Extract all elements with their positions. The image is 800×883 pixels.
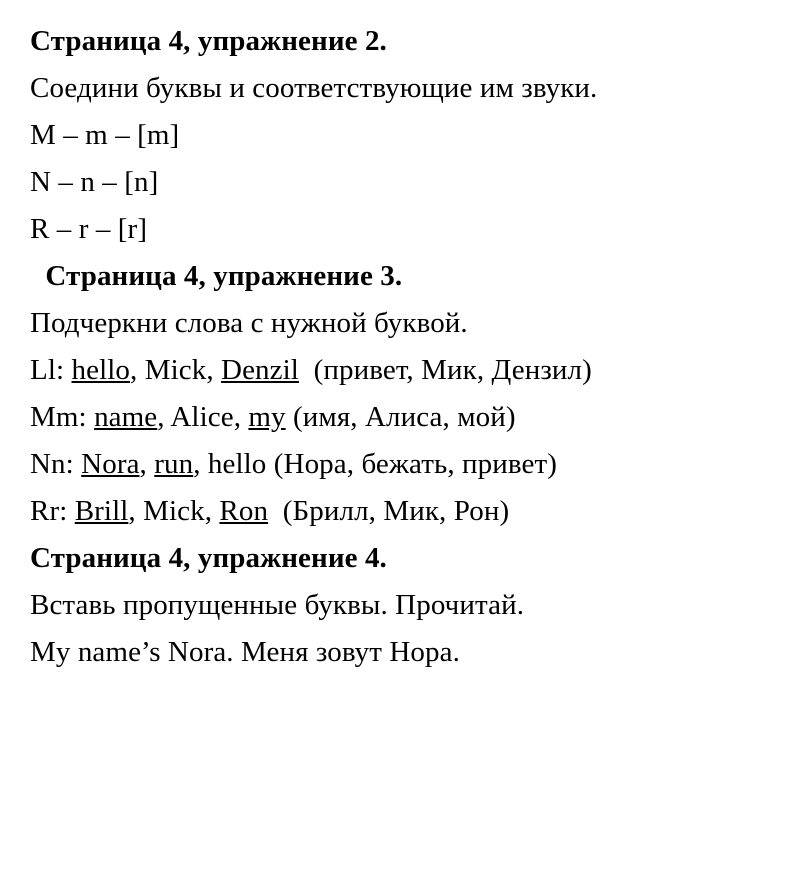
word-ron-underlined: Ron — [219, 495, 269, 527]
translation-mm: (имя, Алиса, мой) — [285, 401, 516, 433]
exercise-3-block — [30, 253, 776, 535]
exercise-3-heading: Страница 4, упражнение 3. — [38, 260, 403, 292]
separator: , — [157, 401, 171, 433]
exercise-3-item-3 — [30, 441, 776, 488]
word-mick: Mick — [143, 495, 205, 527]
word-name-underlined: name — [94, 401, 158, 433]
exercise-2-line-2: N – n – [n] — [30, 166, 159, 198]
exercise-2-instruction: Соедини буквы и соответствующие им звуки. — [30, 72, 598, 104]
word-alice: Alice — [170, 401, 234, 433]
exercise-2-line-1: M – m – [m] — [30, 119, 180, 151]
letter-label-mm: Mm: — [30, 401, 87, 433]
letter-label-nn: Nn: — [30, 448, 74, 480]
word-brill-underlined: Brill — [74, 495, 129, 527]
word-denzil-underlined: Denzil — [221, 354, 299, 386]
exercise-4-line-1: My name’s Nora. Меня зовут Нора. — [30, 636, 460, 668]
word-nora-underlined: Nora — [81, 448, 140, 480]
exercise-4-block — [30, 535, 776, 676]
word-hello-underlined: hello — [71, 354, 130, 386]
separator: , — [128, 495, 144, 527]
translation-nn: (Нора, бежать, привет) — [266, 448, 558, 480]
exercise-4-heading: Страница 4, упражнение 4. — [30, 542, 387, 574]
exercise-3-item-4 — [30, 488, 776, 535]
letter-label-ll: Ll: — [30, 354, 65, 386]
exercise-3-item-1 — [30, 347, 776, 394]
word-mick: Mick — [144, 354, 207, 386]
word-my-underlined: my — [248, 401, 286, 433]
letter-label-rr: Rr: — [30, 495, 68, 527]
separator: , — [204, 495, 220, 527]
separator: , — [139, 448, 155, 480]
word-run-underlined: run — [154, 448, 194, 480]
separator: , — [130, 354, 145, 386]
exercise-3-instruction: Подчеркни слова с нужной буквой. — [30, 307, 468, 339]
separator: , — [193, 448, 208, 480]
exercise-2-line-3: R – r – [r] — [30, 213, 148, 245]
exercise-3-item-2 — [30, 394, 776, 441]
word-hello: hello — [207, 448, 267, 480]
separator: , — [206, 354, 222, 386]
translation-rr: (Брилл, Мик, Рон) — [268, 495, 510, 527]
exercise-2-block — [30, 18, 776, 253]
translation-ll: (привет, Мик, Дензил) — [298, 354, 592, 386]
separator: , — [233, 401, 249, 433]
exercise-4-instruction: Вставь пропущенные буквы. Прочитай. — [30, 589, 525, 621]
exercise-2-heading: Страница 4, упражнение 2. — [30, 25, 387, 57]
